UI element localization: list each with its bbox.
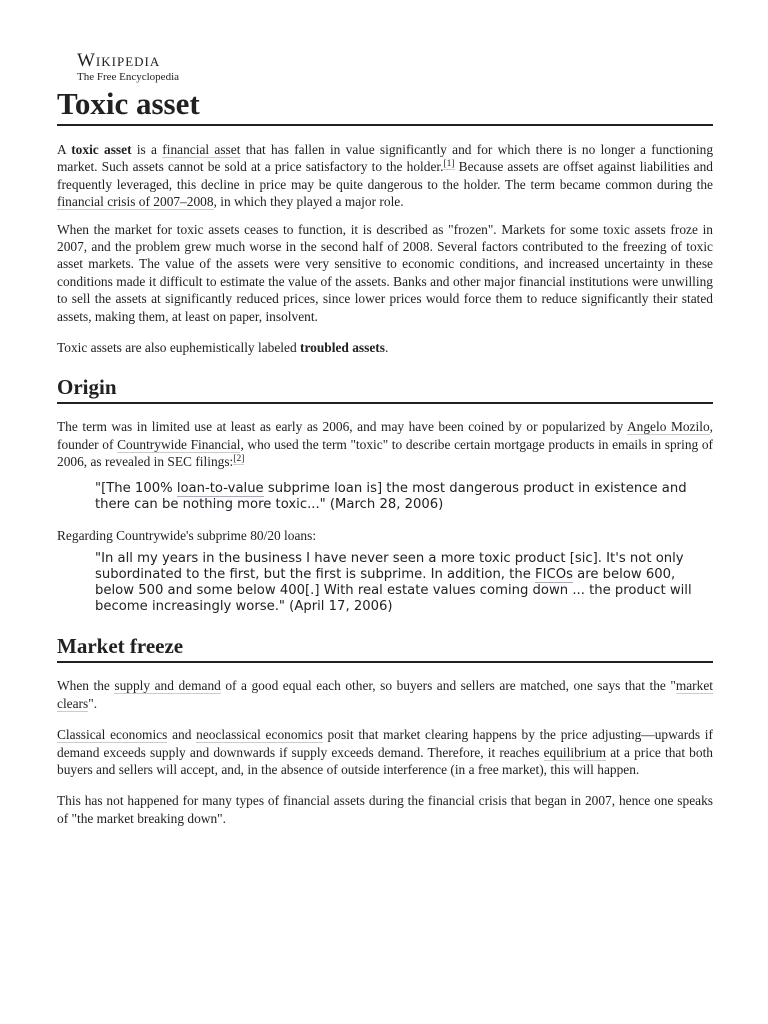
blockquote-2: "In all my years in the business I have never seen a more toxic product [sic]. It's not only subordinated to the first, but the first is subprime. In addition, the FICOs are below 600, below 500 and some below 400[.] With real estate values coming down ... the product will become increasingly worse." (April 17, 2006) xyxy=(95,550,692,615)
citation-2[interactable]: [2] xyxy=(233,453,245,464)
link-countrywide-financial[interactable]: Countrywide Financial xyxy=(117,436,241,452)
link-classical-economics[interactable]: Classical economics xyxy=(57,727,168,743)
term-toxic-asset: toxic asset xyxy=(71,142,132,157)
logo-wordmark: Wikipedia xyxy=(77,50,161,71)
market-freeze-paragraph-3: This has not happened for many types of financial assets during the financial crisis that began in 2007, hence one speaks of "the market breaking down". xyxy=(57,793,713,826)
wikipedia-logo[interactable] xyxy=(57,52,713,83)
intro-paragraph-2: When the market for toxic assets ceases to function, it is described as "frozen". Markets for some toxic assets froze in 2007, and the problem grew much worse in the second half of 2008. Several factors contributed to the freezing of toxic asset markets. The value of the assets were very sensitive to economic conditions, and increased uncertainty in these conditions made it difficult to estimate the value of the assets. Banks and other major financial institutions were unwilling to sell the assets at significantly reduced prices, since lower prices would force them to reduce significantly their stated assets, making them, at least on paper, insolvent. xyxy=(57,221,713,324)
heading-market-freeze: Market freeze xyxy=(57,633,713,663)
intro-paragraph-3: Toxic assets are also euphemistically labeled troubled assets. xyxy=(57,340,389,356)
link-equilibrium[interactable]: equilibrium xyxy=(543,744,607,760)
link-ficos[interactable]: FICOs xyxy=(535,566,573,582)
origin-paragraph-1: The term was in limited use at least as early as 2006, and may have been coined by or popularized by Angelo Mozilo, founder of Countrywide Financial, who used the term "toxic" to describe certain mortgage products in emails in spring of 2006, as revealed in SEC filings:[2] xyxy=(57,419,713,470)
link-loan-to-value[interactable]: loan-to-value xyxy=(176,480,264,496)
link-supply-and-demand[interactable]: supply and demand xyxy=(114,678,221,694)
link-financial-asset[interactable]: financial asset xyxy=(162,142,241,157)
heading-origin: Origin xyxy=(57,374,713,404)
article xyxy=(57,52,713,827)
intro-paragraph-1: A toxic asset is a financial asset that has fallen in value significantly and for which there is no longer a functioning market. Such assets cannot be sold at a price satisfactory to the holder.[1] Because assets are offset against liabilities and frequently leveraged, this decline in price may be quite dangerous to the holder. The term became common during the financial crisis of 2007–2008, in which they played a major role. xyxy=(57,142,714,210)
term-troubled-assets: troubled assets xyxy=(300,340,385,356)
logo-tagline: The Free Encyclopedia xyxy=(77,71,180,83)
market-freeze-paragraph-1: When the supply and demand of a good equal each other, so buyers and sellers are matched, one says that the "market clears". xyxy=(57,678,714,711)
page-title: Toxic asset xyxy=(57,86,713,126)
market-freeze-paragraph-2: Classical economics and neoclassical economics posit that market clearing happens by the price adjusting—upwards if demand exceeds supply and downwards if supply exceeds demand. Therefore, it reaches equilibrium at a price that both buyers and sellers will accept, and, in the absence of outside interference (in a free market), this will happen. xyxy=(57,727,713,777)
link-financial-crisis[interactable]: financial crisis of 2007–2008 xyxy=(57,194,214,210)
blockquote-1: "[The 100% loan-to-value subprime loan is] the most dangerous product in existence and there can be nothing more toxic..." (March 28, 2006) xyxy=(95,480,687,512)
citation-1[interactable]: [1] xyxy=(443,158,455,169)
origin-paragraph-2: Regarding Countrywide's subprime 80/20 loans: xyxy=(57,528,317,544)
link-angelo-mozilo[interactable]: Angelo Mozilo xyxy=(627,419,710,435)
link-neoclassical-economics[interactable]: neoclassical economics xyxy=(196,727,323,743)
link-market-clears[interactable]: market clears xyxy=(57,678,714,711)
